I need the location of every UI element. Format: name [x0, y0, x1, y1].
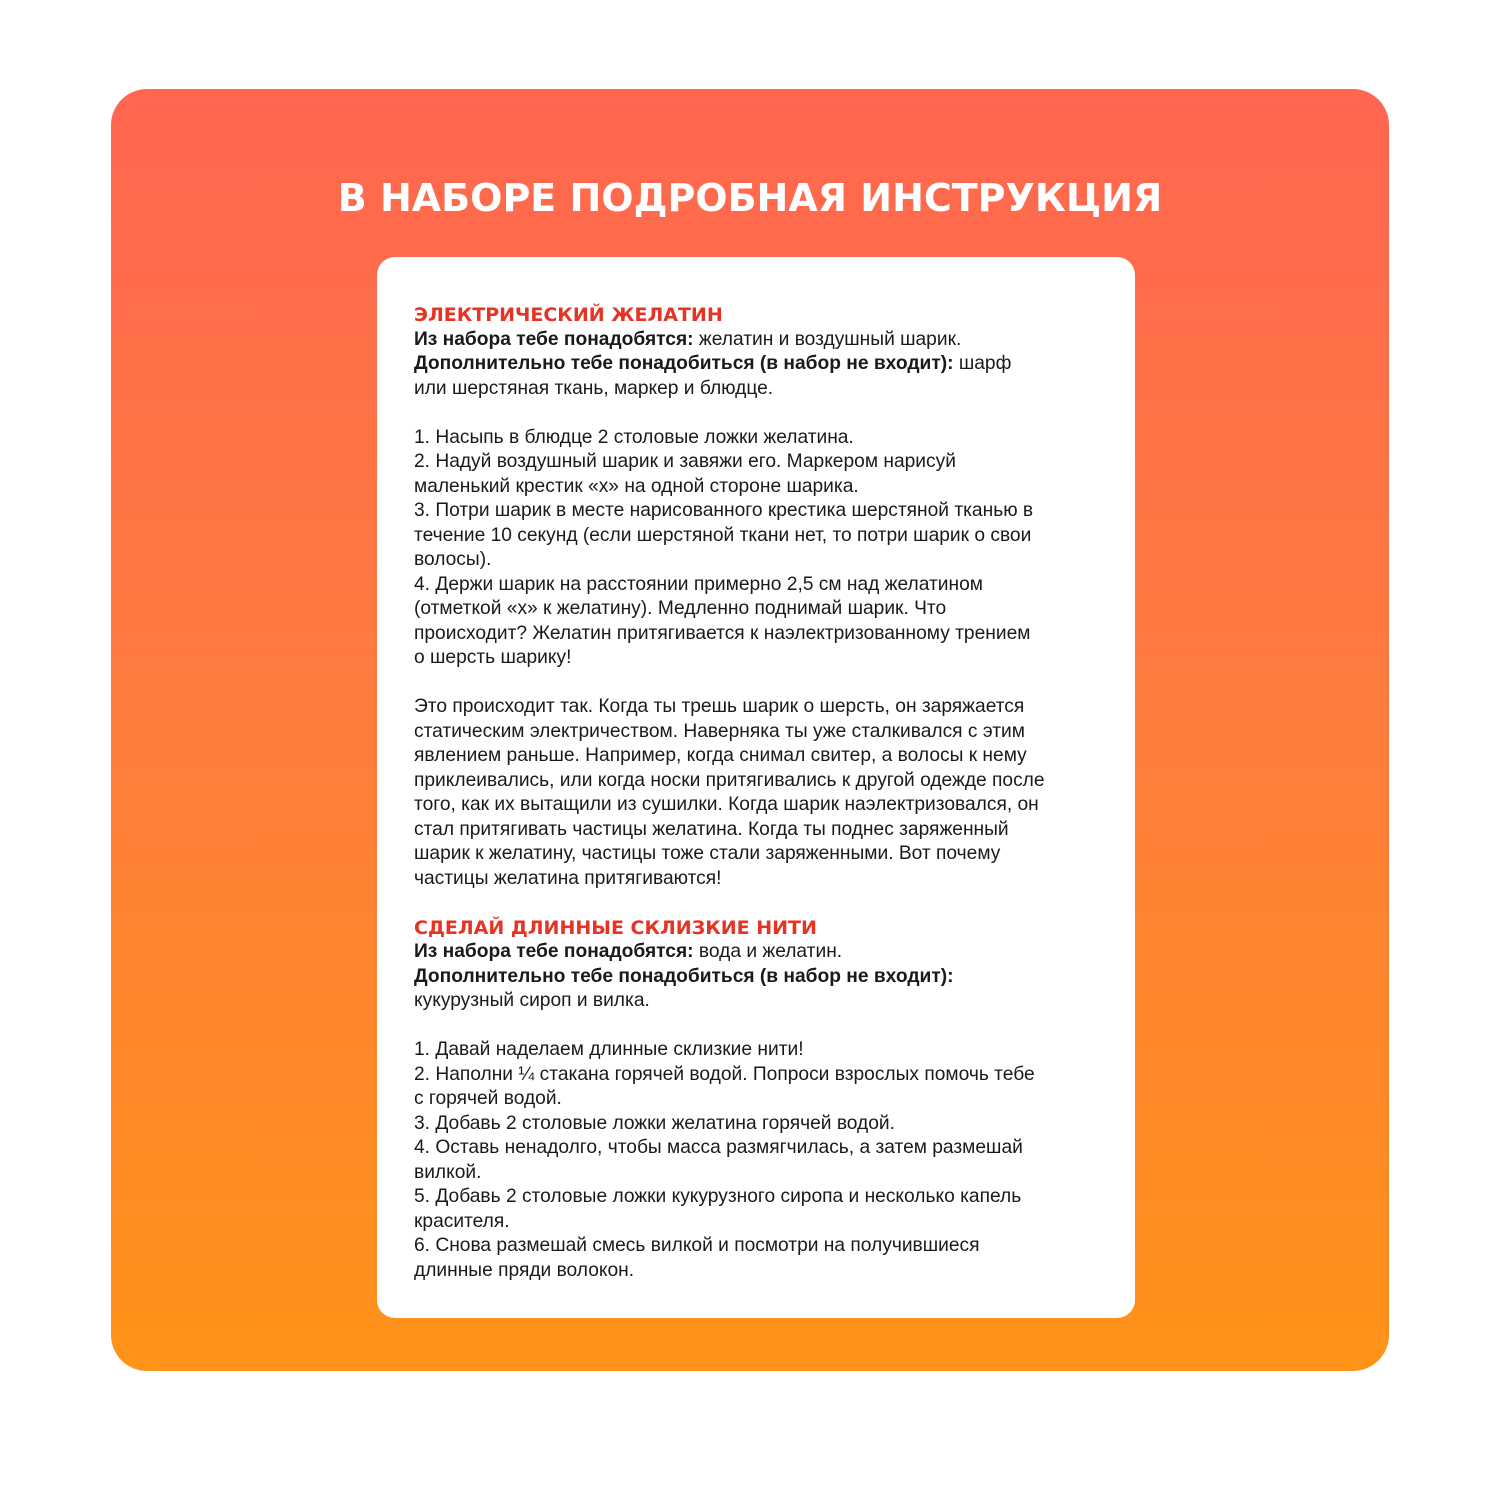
step-line: 6. Снова размешай смесь вилкой и посмотри на получившиеся — [414, 1235, 980, 1256]
step-line: вилкой. — [414, 1161, 482, 1183]
step-line: 2. Надуй воздушный шарик и завяжи его. Маркером нарисуй — [414, 451, 956, 472]
explanation-line: частицы желатина притягиваются! — [414, 867, 722, 889]
extra-line — [414, 352, 1099, 377]
extra-label: Дополнительно тебе понадобиться (в набор не входит): — [414, 965, 954, 987]
step-line: 1. Давай наделаем длинные склизкие нити! — [414, 1039, 804, 1060]
explanation-line: явлением раньше. Например, когда снимал свитер, а волосы к нему — [414, 745, 1027, 766]
headline: В НАБОРЕ ПОДРОБНАЯ ИНСТРУКЦИЯ — [337, 176, 1163, 220]
step-line: 4. Оставь ненадолго, чтобы масса размягчилась, а затем размешай — [414, 1137, 1023, 1158]
explanation-line: шарик к желатину, частицы тоже стали заряженными. Вот почему — [414, 843, 1001, 864]
extra-line-continued: или шерстяная ткань, маркер и блюдце. — [414, 377, 774, 399]
extra-line — [414, 965, 1099, 990]
spacer — [414, 671, 1099, 696]
explanation-line: статическим электричеством. Наверняка ты уже сталкивался с этим — [414, 720, 1025, 742]
needs-line — [414, 328, 1099, 353]
needs-label: Из набора тебе понадобятся: — [414, 328, 694, 350]
explanation-line: стал притягивать частицы желатина. Когда ты поднес заряженный — [414, 818, 1009, 840]
step-line: длинные пряди волокон. — [414, 1259, 635, 1281]
extra-label: Дополнительно тебе понадобиться (в набор не входит): — [414, 353, 954, 374]
spacer — [414, 891, 1099, 916]
step-line: о шерсть шарику! — [414, 647, 572, 668]
step-line: 4. Держи шарик на расстоянии примерно 2,5 см над желатином — [414, 573, 983, 595]
section-title-electric-gelatin: ЭЛЕКТРИЧЕСКИЙ ЖЕЛАТИН — [414, 304, 723, 326]
step-line: 2. Наполни ¼ стакана горячей водой. Попроси взрослых помочь тебе — [414, 1063, 1035, 1085]
section-title-slimy-threads: СДЕЛАЙ ДЛИННЫЕ СКЛИЗКИЕ НИТИ — [414, 916, 817, 939]
step-line: красителя. — [414, 1210, 510, 1232]
step-line: 5. Добавь 2 столовые ложки кукурузного сиропа и несколько капель — [414, 1186, 1022, 1207]
spacer — [414, 401, 1099, 426]
step-line: течение 10 секунд (если шерстяной ткани нет, то потри шарик о свои — [414, 524, 1032, 546]
needs-value: вода и желатин. — [693, 941, 843, 962]
needs-line — [414, 940, 1099, 965]
explanation-line: Это происходит так. Когда ты трешь шарик о шерсть, он заряжается — [414, 696, 1025, 717]
extra-value: кукурузный сироп и вилка. — [414, 990, 650, 1011]
step-line: 3. Добавь 2 столовые ложки желатина горячей водой. — [414, 1112, 895, 1134]
extra-value: шарф — [953, 353, 1012, 374]
explanation-line: приклеивались, или когда носки притягивались к другой одежде после — [414, 769, 1045, 791]
step-line: 3. Потри шарик в месте нарисованного крестика шерстяной тканью в — [414, 500, 1034, 521]
needs-label: Из набора тебе понадобятся: — [414, 941, 694, 962]
step-line: маленький крестик «х» на одной стороне шарика. — [414, 475, 859, 497]
step-line: происходит? Желатин притягивается к наэлектризованному трением — [414, 622, 1031, 644]
spacer — [414, 1014, 1099, 1039]
step-line: 1. Насыпь в блюдце 2 столовые ложки желатина. — [414, 426, 854, 448]
step-line: волосы). — [414, 549, 492, 570]
step-line: с горячей водой. — [414, 1088, 562, 1109]
step-line: (отметкой «х» к желатину). Медленно поднимай шарик. Что — [414, 598, 947, 619]
needs-value: желатин и воздушный шарик. — [693, 328, 962, 350]
instruction-card — [377, 257, 1135, 1318]
explanation-line: того, как их вытащили из сушилки. Когда шарик наэлектризовался, он — [414, 794, 1039, 815]
